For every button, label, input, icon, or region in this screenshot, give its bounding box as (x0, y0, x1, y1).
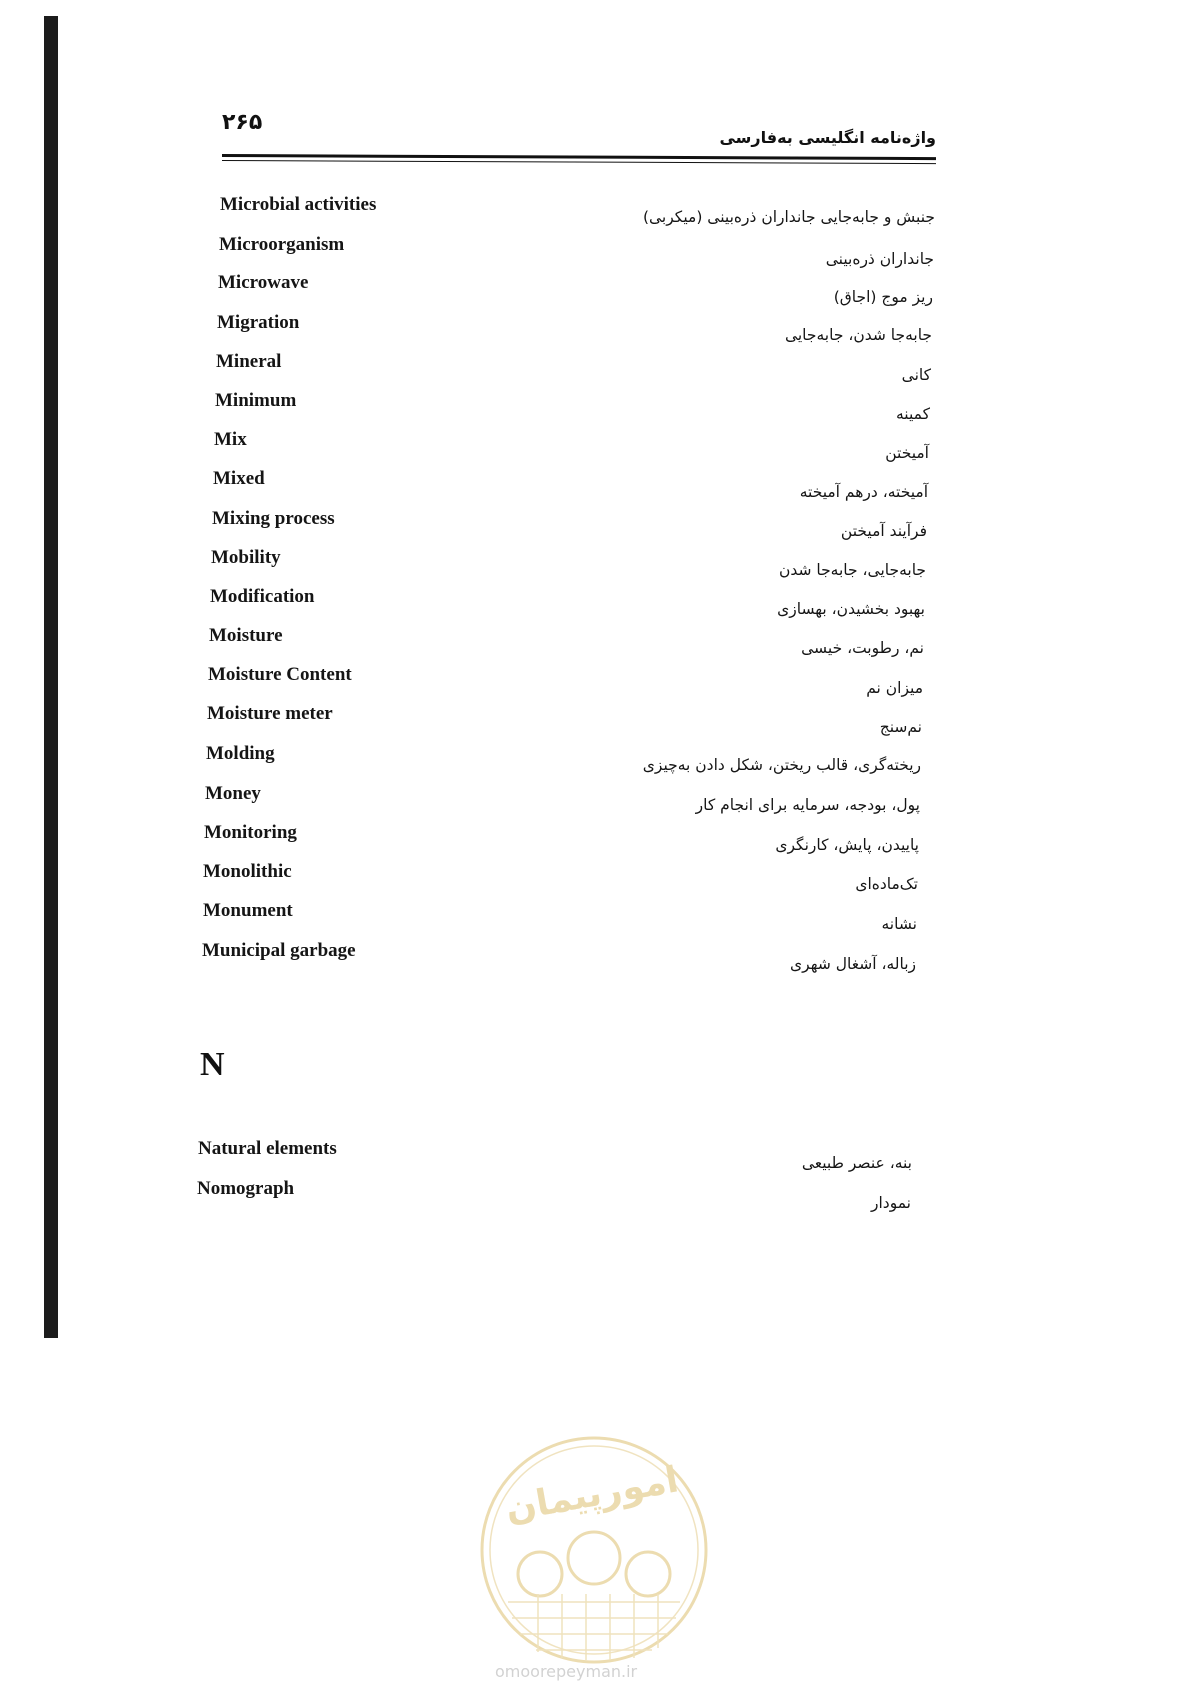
definition: نم، رطوبت، خیسی (801, 639, 924, 657)
definition: آمیخته، درهم آمیخته (799, 483, 928, 501)
term: Moisture (209, 625, 283, 646)
term: Mixing process (212, 508, 335, 529)
term: Monolithic (203, 861, 292, 882)
definition: میزان نم (866, 679, 923, 697)
term: Microwave (218, 272, 309, 293)
definition: کمینه (895, 405, 930, 423)
term: Municipal garbage (202, 940, 356, 961)
term: Microorganism (219, 234, 345, 255)
term: Nomograph (197, 1178, 295, 1199)
term: Microbial activities (220, 194, 377, 215)
term: Mobility (211, 547, 281, 568)
definition: جابه‌جایی، جابه‌جا شدن (778, 561, 926, 579)
definition: پول، بودجه، سرمایه برای انجام کار (695, 796, 920, 814)
definition: بهبود بخشیدن، بهسازی (777, 600, 925, 618)
term: Minimum (215, 390, 297, 411)
definition: نمودار (871, 1194, 911, 1212)
svg-text:امورپیمان: امورپیمان (502, 1459, 682, 1531)
watermark-url: omoorepeyman.ir (495, 1662, 638, 1681)
watermark-logo (478, 1434, 710, 1666)
definition: بنه، عنصر طبیعی (801, 1154, 912, 1172)
definition: آمیختن (885, 444, 929, 462)
definition: زباله، آشغال شهری (790, 955, 916, 973)
definition: جابه‌جا شدن، جابه‌جایی (784, 326, 932, 344)
term: Mixed (213, 468, 265, 489)
definition: جنبش و جابه‌جایی جانداران ذره‌بینی (میکربی) (642, 208, 935, 226)
term: Mix (214, 429, 247, 450)
term: Moisture Content (208, 664, 352, 685)
term: Moisture meter (207, 703, 333, 724)
term: Natural elements (198, 1138, 337, 1159)
term: Migration (217, 312, 300, 333)
term: Modification (210, 586, 315, 607)
definition: ریز موج (اجاق) (833, 288, 933, 306)
term: Monitoring (204, 822, 297, 843)
header-rule-thin (222, 160, 936, 164)
definition: کانی (901, 366, 931, 384)
section-letter: N (200, 1046, 225, 1083)
term: Molding (206, 743, 275, 764)
term: Monument (203, 900, 293, 921)
definition: جانداران ذره‌بینی (825, 250, 934, 268)
term: Mineral (216, 351, 282, 372)
definition: پاییدن، پایش، کارنگری (775, 836, 919, 854)
definition: نم‌سنج (879, 718, 922, 736)
definition: ریخته‌گری، قالب ریختن، شکل دادن به‌چیزی (642, 756, 921, 774)
binding-edge (44, 16, 58, 1338)
running-head: واژه‌نامه انگلیسی به‌فارسی (719, 128, 936, 147)
definition: نشانه (881, 915, 917, 933)
definition: فرآیند آمیختن (840, 522, 927, 540)
header-rule (222, 154, 936, 160)
term: Money (205, 783, 261, 804)
page-number: ۲۶۵ (222, 110, 263, 135)
definition: تک‌ماده‌ای (855, 875, 918, 893)
